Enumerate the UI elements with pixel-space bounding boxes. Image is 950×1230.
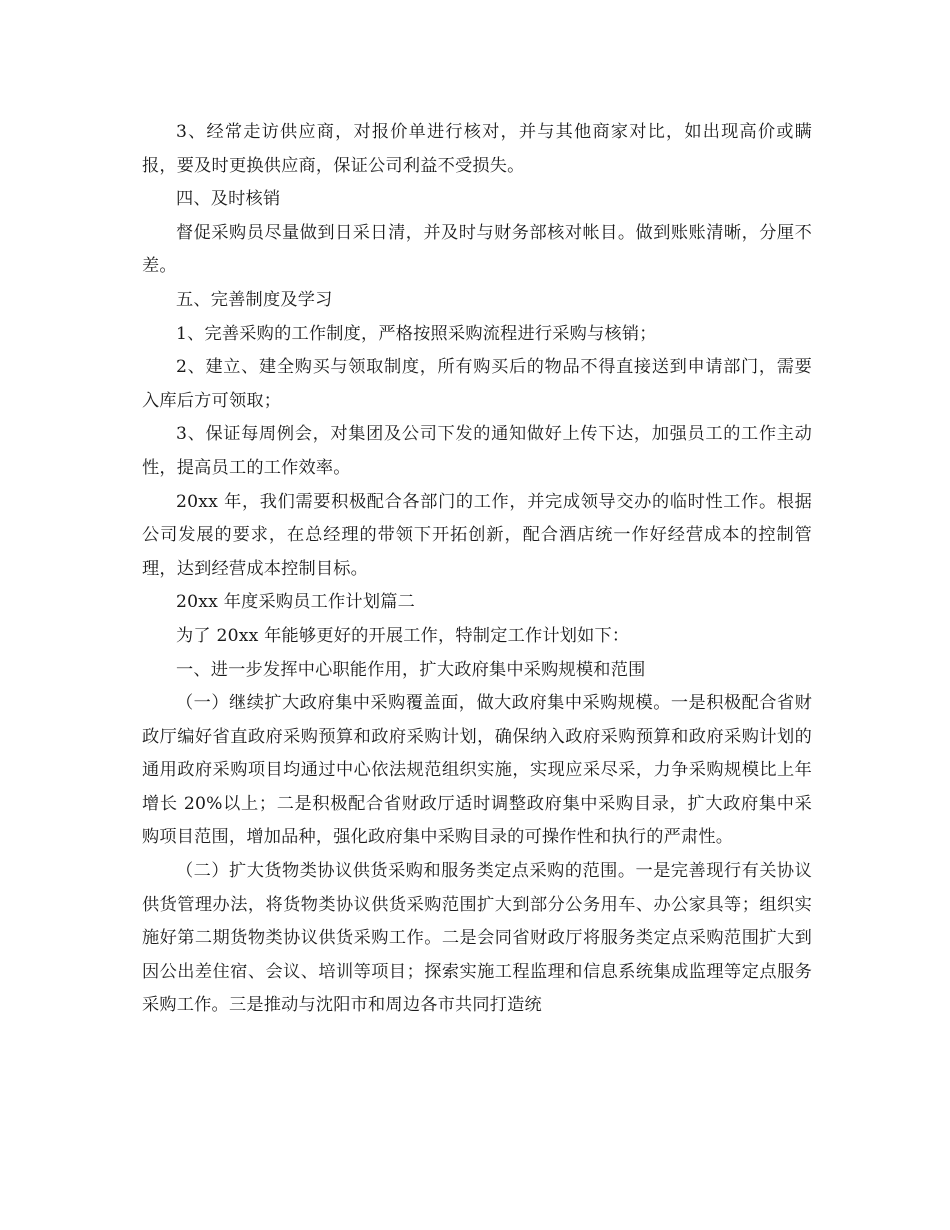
paragraph-expand-coverage: （一）继续扩大政府集中采购覆盖面，做大政府集中采购规模。一是积极配合省财政厅编好省直政府采购预算和政府采购计划，确保纳入政府采购预算和政府采购计划的通用政府采购项目均通过中心依法规范组织实施，实现应采尽采，力争采购规模比上年增长 20%以上；二是积极配合省财政厅适时调整政府集中采购目录，扩大政府集中采购项目范围，增加品种，强化政府集中采购目录的可操作性和执行的严肃性。 [142, 693, 812, 848]
paragraph-system-3: 3、保证每周例会，对集团及公司下发的通知做好上传下达，加强员工的工作主动性，提高员工的工作效率。 [142, 424, 812, 478]
article-title-part-two: 20xx 年度采购员工作计划篇二 [176, 592, 415, 613]
paragraph-system-2: 2、建立、建全购买与领取制度，所有购买后的物品不得直接送到申请部门，需要入库后方可领取； [142, 357, 812, 411]
document-body [142, 116, 812, 1023]
paragraph-plan-intro: 为了 20xx 年能够更好的开展工作，特制定工作计划如下： [176, 625, 630, 646]
paragraph-year-summary: 20xx 年，我们需要积极配合各部门的工作，并完成领导交办的临时性工作。根据公司发展的要求，在总经理的带领下开拓创新，配合酒店统一作好经营成本的控制管理，达到经营成本控制目标。 [142, 491, 812, 579]
paragraph-writeoff: 督促采购员尽量做到日采日清，并及时与财务部核对帐目。做到账账清晰，分厘不差。 [142, 222, 812, 277]
paragraph-supplier-visits: 3、经常走访供应商，对报价单进行核对，并与其他商家对比，如出现高价或瞒报，要及时更换供应商，保证公司利益不受损失。 [142, 122, 812, 176]
section-heading-system-learning: 五、完善制度及学习 [176, 289, 333, 310]
section-heading-timely-writeoff: 四、及时核销 [176, 189, 281, 210]
section-heading-central-role: 一、进一步发挥中心职能作用，扩大政府集中采购规模和范围 [176, 659, 646, 680]
paragraph-system-1: 1、完善采购的工作制度，严格按照采购流程进行采购与核销； [176, 323, 657, 344]
paragraph-expand-agreement-supply: （二）扩大货物类协议供货采购和服务类定点采购的范围。一是完善现行有关协议供货管理办法，将货物类协议供货采购范围扩大到部分公务用车、办公家具等；组织实施好第二期货物类协议供货采购工作。二是会同省财政厅将服务类定点采购范围扩大到因公出差住宿、会议、培训等项目；探索实施工程监理和信息系统集成监理等定点服务采购工作。三是推动与沈阳市和周边各市共同打造统 [142, 861, 812, 1016]
